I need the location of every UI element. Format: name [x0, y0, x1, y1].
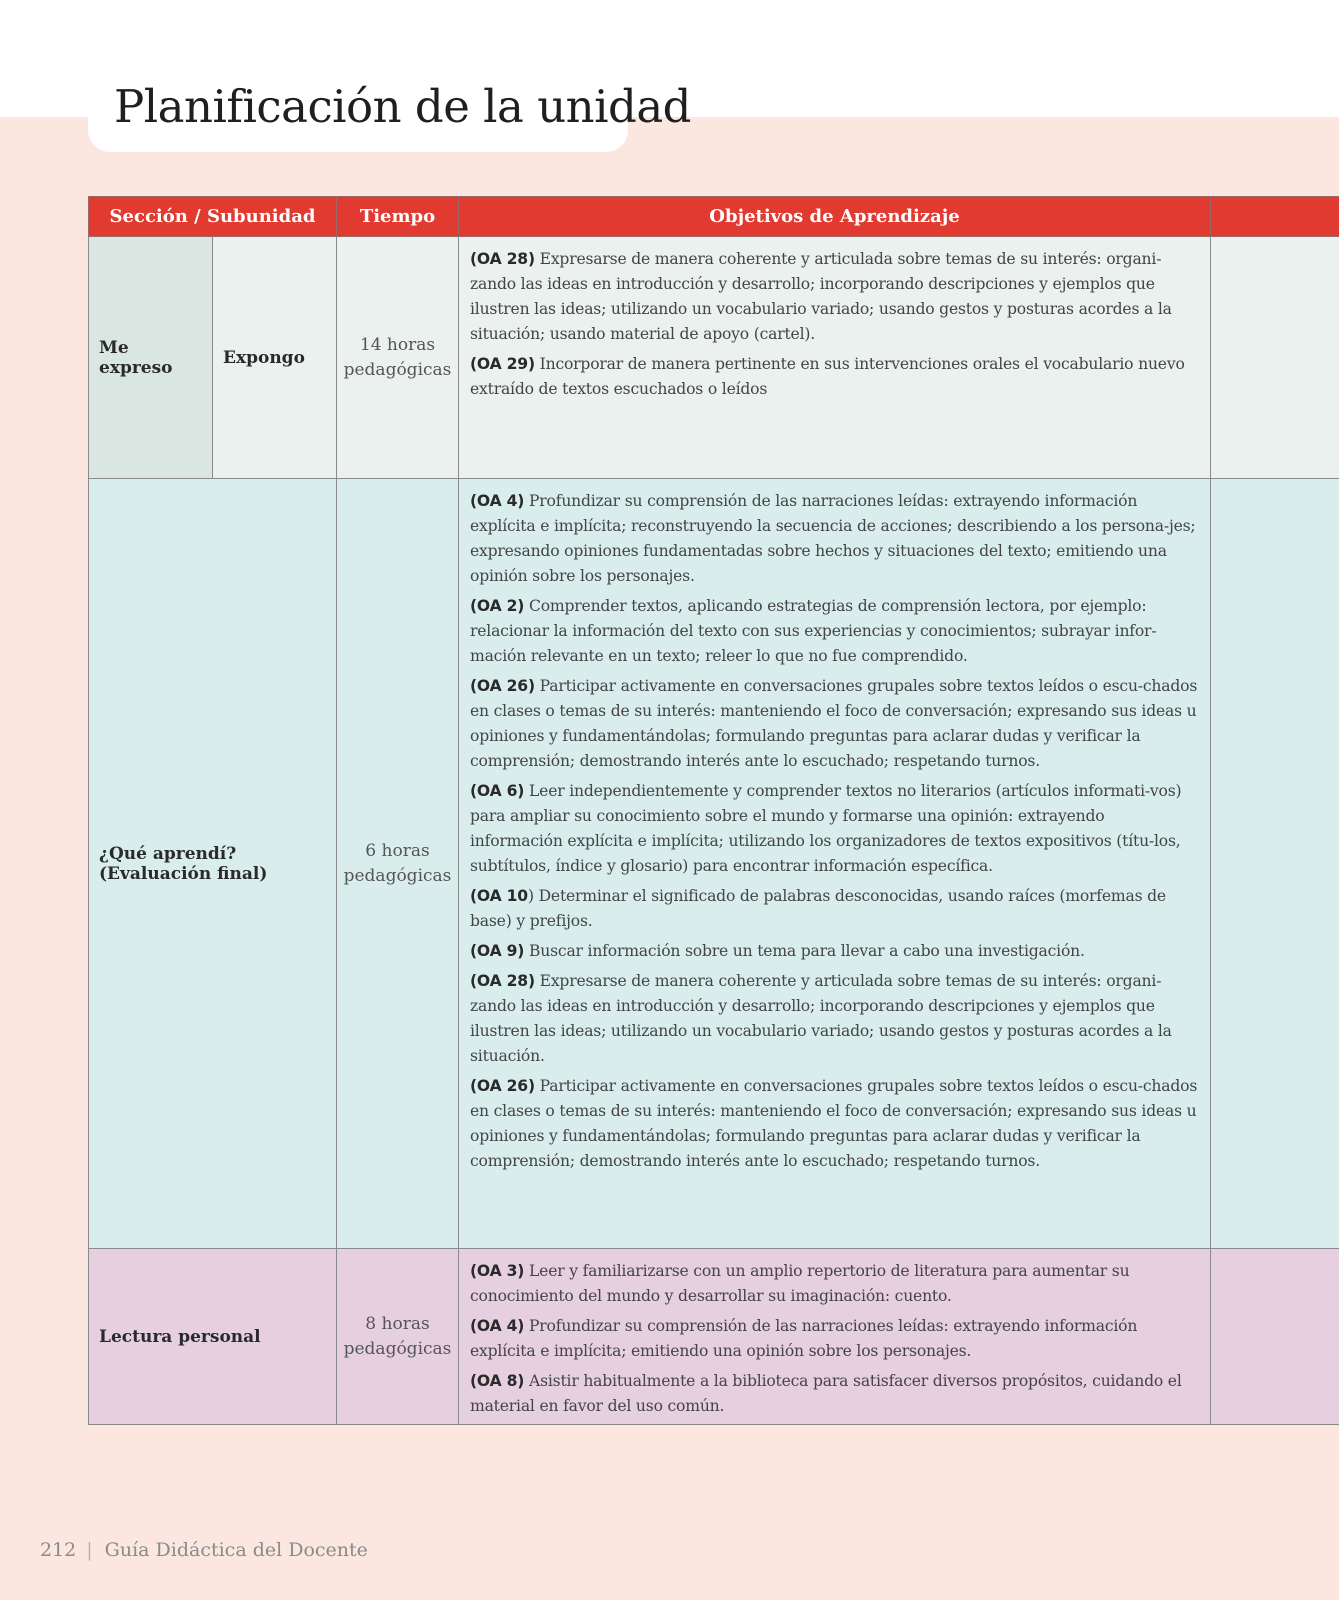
objective-text: Incorporar de manera pertinente en sus intervenciones orales el vocabulario nuevo extraído de textos escuchados o leídos: [470, 355, 1185, 398]
time-value: 8 horas: [365, 1313, 430, 1334]
extra-cell: [1211, 479, 1339, 1249]
header-section: Sección / Subunidad: [89, 197, 337, 237]
extra-cell: [1211, 237, 1339, 479]
page-title: Planificación de la unidad: [114, 80, 691, 133]
objective-code: (OA 28): [470, 972, 535, 990]
objective-text: Profundizar su comprensión de las narraciones leídas: extrayendo información explícita e implícita; emitiendo una opinión sobre los personajes.: [470, 1317, 1138, 1360]
objective-code: (OA 10: [470, 887, 528, 905]
time-value: 14 horas: [359, 334, 436, 355]
objective-code: (OA 6): [470, 782, 525, 800]
objective-item: [470, 1369, 1200, 1419]
header-time: Tiempo: [337, 197, 459, 237]
objective-item: [470, 1259, 1200, 1309]
objective-text: Participar activamente en conversaciones grupales sobre textos leídos o escu-chados en clases o temas de su interés: manteniendo el foco de conversación; expresando sus ideas u opiniones y fundamentándolas; formulando preguntas para aclarar dudas y verificar la comprensión; demostrando interés ante lo escuchado; respetando turnos.: [470, 677, 1198, 770]
objective-text: ) Determinar el significado de palabras desconocidas, usando raíces (morfemas de base) y prefijos.: [470, 887, 1166, 930]
time-cell: [337, 479, 459, 1249]
page-number: 212: [40, 1539, 77, 1561]
objective-item: [470, 1074, 1200, 1174]
objective-item: [470, 1314, 1200, 1364]
objective-item: [470, 969, 1200, 1069]
objective-text: Buscar información sobre un tema para llevar a cabo una investigación.: [524, 942, 1085, 960]
section-title: ¿Qué aprendí?: [99, 843, 237, 864]
objective-text: Expresarse de manera coherente y articulada sobre temas de su interés: organi-zando las ideas en introducción y desarrollo; incorporando descripciones y ejemplos que ilustren las ideas; utilizando un vocabulario variado; usando gestos y posturas acordes a la situación; usando material de apoyo (cartel).: [470, 250, 1172, 343]
objectives-cell: [459, 237, 1211, 479]
time-unit: pedagógicas: [343, 359, 452, 380]
section-cell: Me expreso: [89, 237, 213, 479]
objective-code: (OA 9): [470, 942, 525, 960]
objective-item: [470, 352, 1200, 402]
section-cell: Lectura personal: [89, 1249, 337, 1425]
objective-code: (OA 3): [470, 1262, 525, 1280]
objective-text: Expresarse de manera coherente y articulada sobre temas de su interés: organi-zando las ideas en introducción y desarrollo; incorporando descripciones y ejemplos que ilustren las ideas; utilizando un vocabulario variado; usando gestos y posturas acordes a la situación.: [470, 972, 1172, 1065]
table-row: [89, 479, 1339, 1249]
book-title: Guía Didáctica del Docente: [104, 1539, 368, 1561]
table-header-row: [89, 197, 1339, 237]
table-row: [89, 237, 1339, 479]
objective-item: [470, 594, 1200, 669]
subunit-cell: Expongo: [213, 237, 337, 479]
header-extra: [1211, 197, 1339, 237]
objective-item: [470, 779, 1200, 879]
objective-code: (OA 29): [470, 355, 535, 373]
objective-text: Leer independientemente y comprender textos no literarios (artículos informati-vos) para ampliar su conocimiento sobre el mundo y formarse una opinión: extrayendo información explícita e implícita; utilizando los organizadores de textos expositivos (títu-los, subtítulos, índice y glosario) para encontrar información específica.: [470, 782, 1182, 875]
objective-text: Profundizar su comprensión de las narraciones leídas: extrayendo información explícita e implícita; reconstruyendo la secuencia de acciones; describiendo a los persona-jes; expresando opiniones fundamentadas sobre hechos y situaciones del texto; emitiendo una opinión sobre los personajes.: [470, 492, 1196, 585]
objective-code: (OA 4): [470, 1317, 525, 1335]
objectives-cell: [459, 1249, 1211, 1425]
objective-text: Asistir habitualmente a la biblioteca para satisfacer diversos propósitos, cuidando el material en favor del uso común.: [470, 1372, 1182, 1415]
objective-code: (OA 28): [470, 250, 535, 268]
objective-item: [470, 489, 1200, 589]
objective-code: (OA 26): [470, 677, 535, 695]
objective-item: [470, 674, 1200, 774]
time-cell: [337, 237, 459, 479]
footer-separator: |: [86, 1539, 93, 1561]
objective-item: [470, 939, 1200, 964]
time-unit: pedagógicas: [343, 865, 452, 886]
objective-text: Participar activamente en conversaciones grupales sobre textos leídos o escu-chados en clases o temas de su interés: manteniendo el foco de conversación; expresando sus ideas u opiniones y fundamentándolas; formulando preguntas para aclarar dudas y verificar la comprensión; demostrando interés ante lo escuchado; respetando turnos.: [470, 1077, 1198, 1170]
objective-text: Comprender textos, aplicando estrategias de comprensión lectora, por ejemplo: relacionar la información del texto con sus experiencias y conocimientos; subrayar infor-mación relevante en un texto; releer lo que no fue comprendido.: [470, 597, 1157, 665]
section-cell: [89, 479, 337, 1249]
header-objectives: Objetivos de Aprendizaje: [459, 197, 1211, 237]
extra-cell: [1211, 1249, 1339, 1425]
planning-table: [88, 196, 1339, 1425]
objective-code: (OA 2): [470, 597, 525, 615]
objective-item: [470, 884, 1200, 934]
objective-item: [470, 247, 1200, 347]
time-unit: pedagógicas: [343, 1338, 452, 1359]
table-row: [89, 1249, 1339, 1425]
section-subtitle: (Evaluación final): [99, 863, 268, 884]
objective-code: (OA 4): [470, 492, 525, 510]
time-value: 6 horas: [365, 840, 430, 861]
objective-text: Leer y familiarizarse con un amplio repertorio de literatura para aumentar su conocimiento del mundo y desarrollar su imaginación: cuento.: [470, 1262, 1130, 1305]
objective-code: (OA 26): [470, 1077, 535, 1095]
objective-code: (OA 8): [470, 1372, 525, 1390]
objectives-cell: [459, 479, 1211, 1249]
page-footer: [40, 1539, 368, 1561]
time-cell: [337, 1249, 459, 1425]
